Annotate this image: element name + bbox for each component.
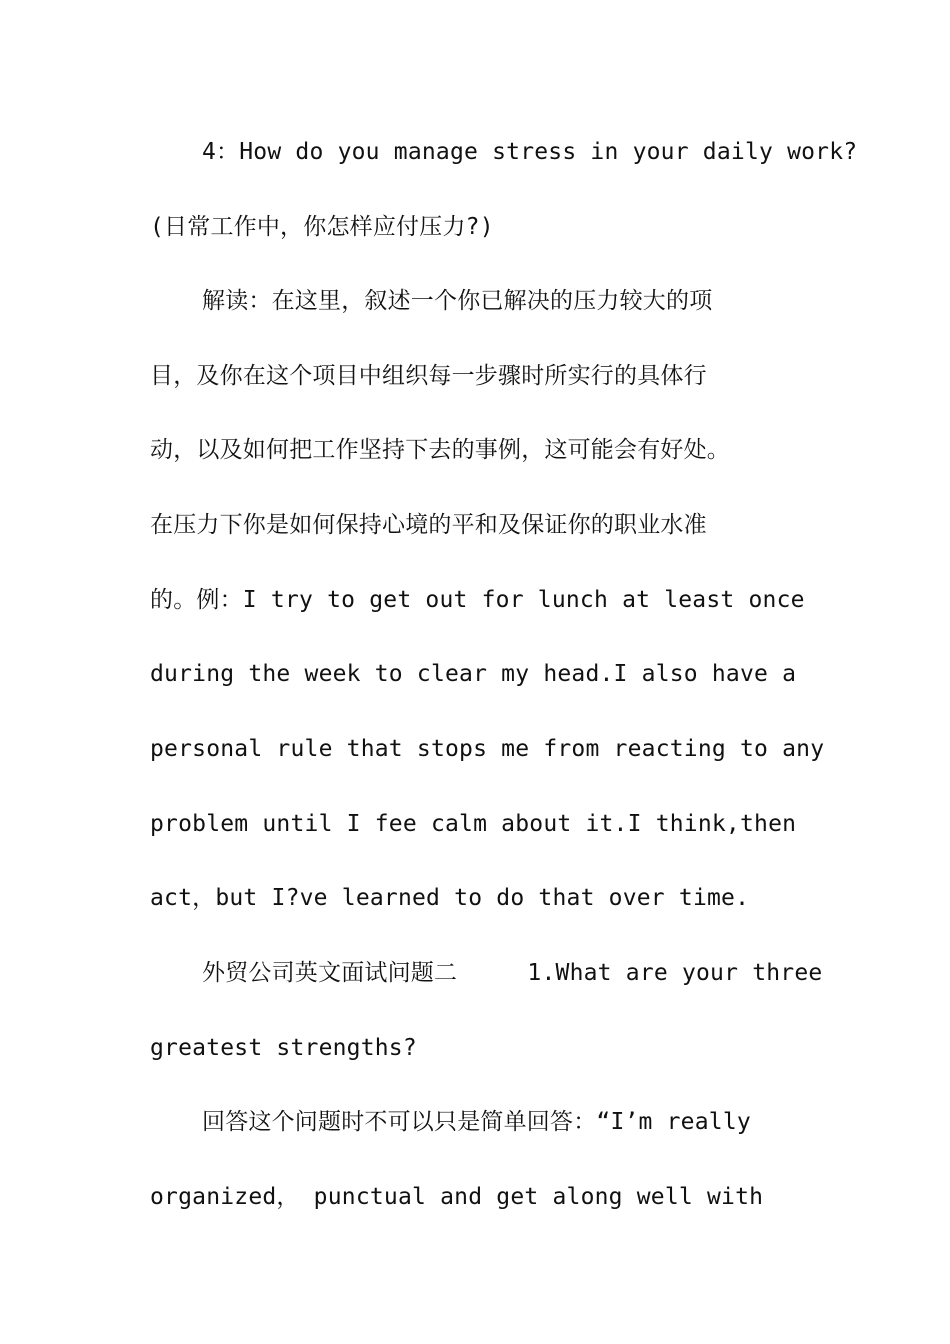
text-line: 解读：在这里，叙述一个你已解决的压力较大的项 [202, 288, 713, 314]
text-line: 回答这个问题时不可以只是简单回答：“I’m really [202, 1109, 751, 1135]
text-line: personal rule that stops me from reacting to any [150, 736, 825, 762]
text-line: problem until I fee calm about it.I think,then [150, 811, 797, 837]
text-line: (日常工作中，你怎样应付压力?) [150, 214, 494, 240]
text-line: organized， punctual and get along well with [150, 1184, 764, 1210]
text-line: 外贸公司英文面试问题二 1.What are your three [202, 960, 823, 986]
text-line: during the week to clear my head.I also have a [150, 661, 797, 687]
text-line: 的。例：I try to get out for lunch at least once [150, 587, 805, 613]
text-line: 在压力下你是如何保持心境的平和及保证你的职业水准 [150, 512, 707, 538]
text-line: 目，及你在这个项目中组织每一步骤时所实行的具体行 [150, 363, 707, 389]
text-line: greatest strengths? [150, 1035, 417, 1061]
text-line: 动，以及如何把工作坚持下去的事例，这可能会有好处。 [150, 437, 730, 463]
text-line: act，but I?ve learned to do that over time. [150, 885, 750, 911]
text-line: 4：How do you manage stress in your daily work? [202, 139, 858, 165]
